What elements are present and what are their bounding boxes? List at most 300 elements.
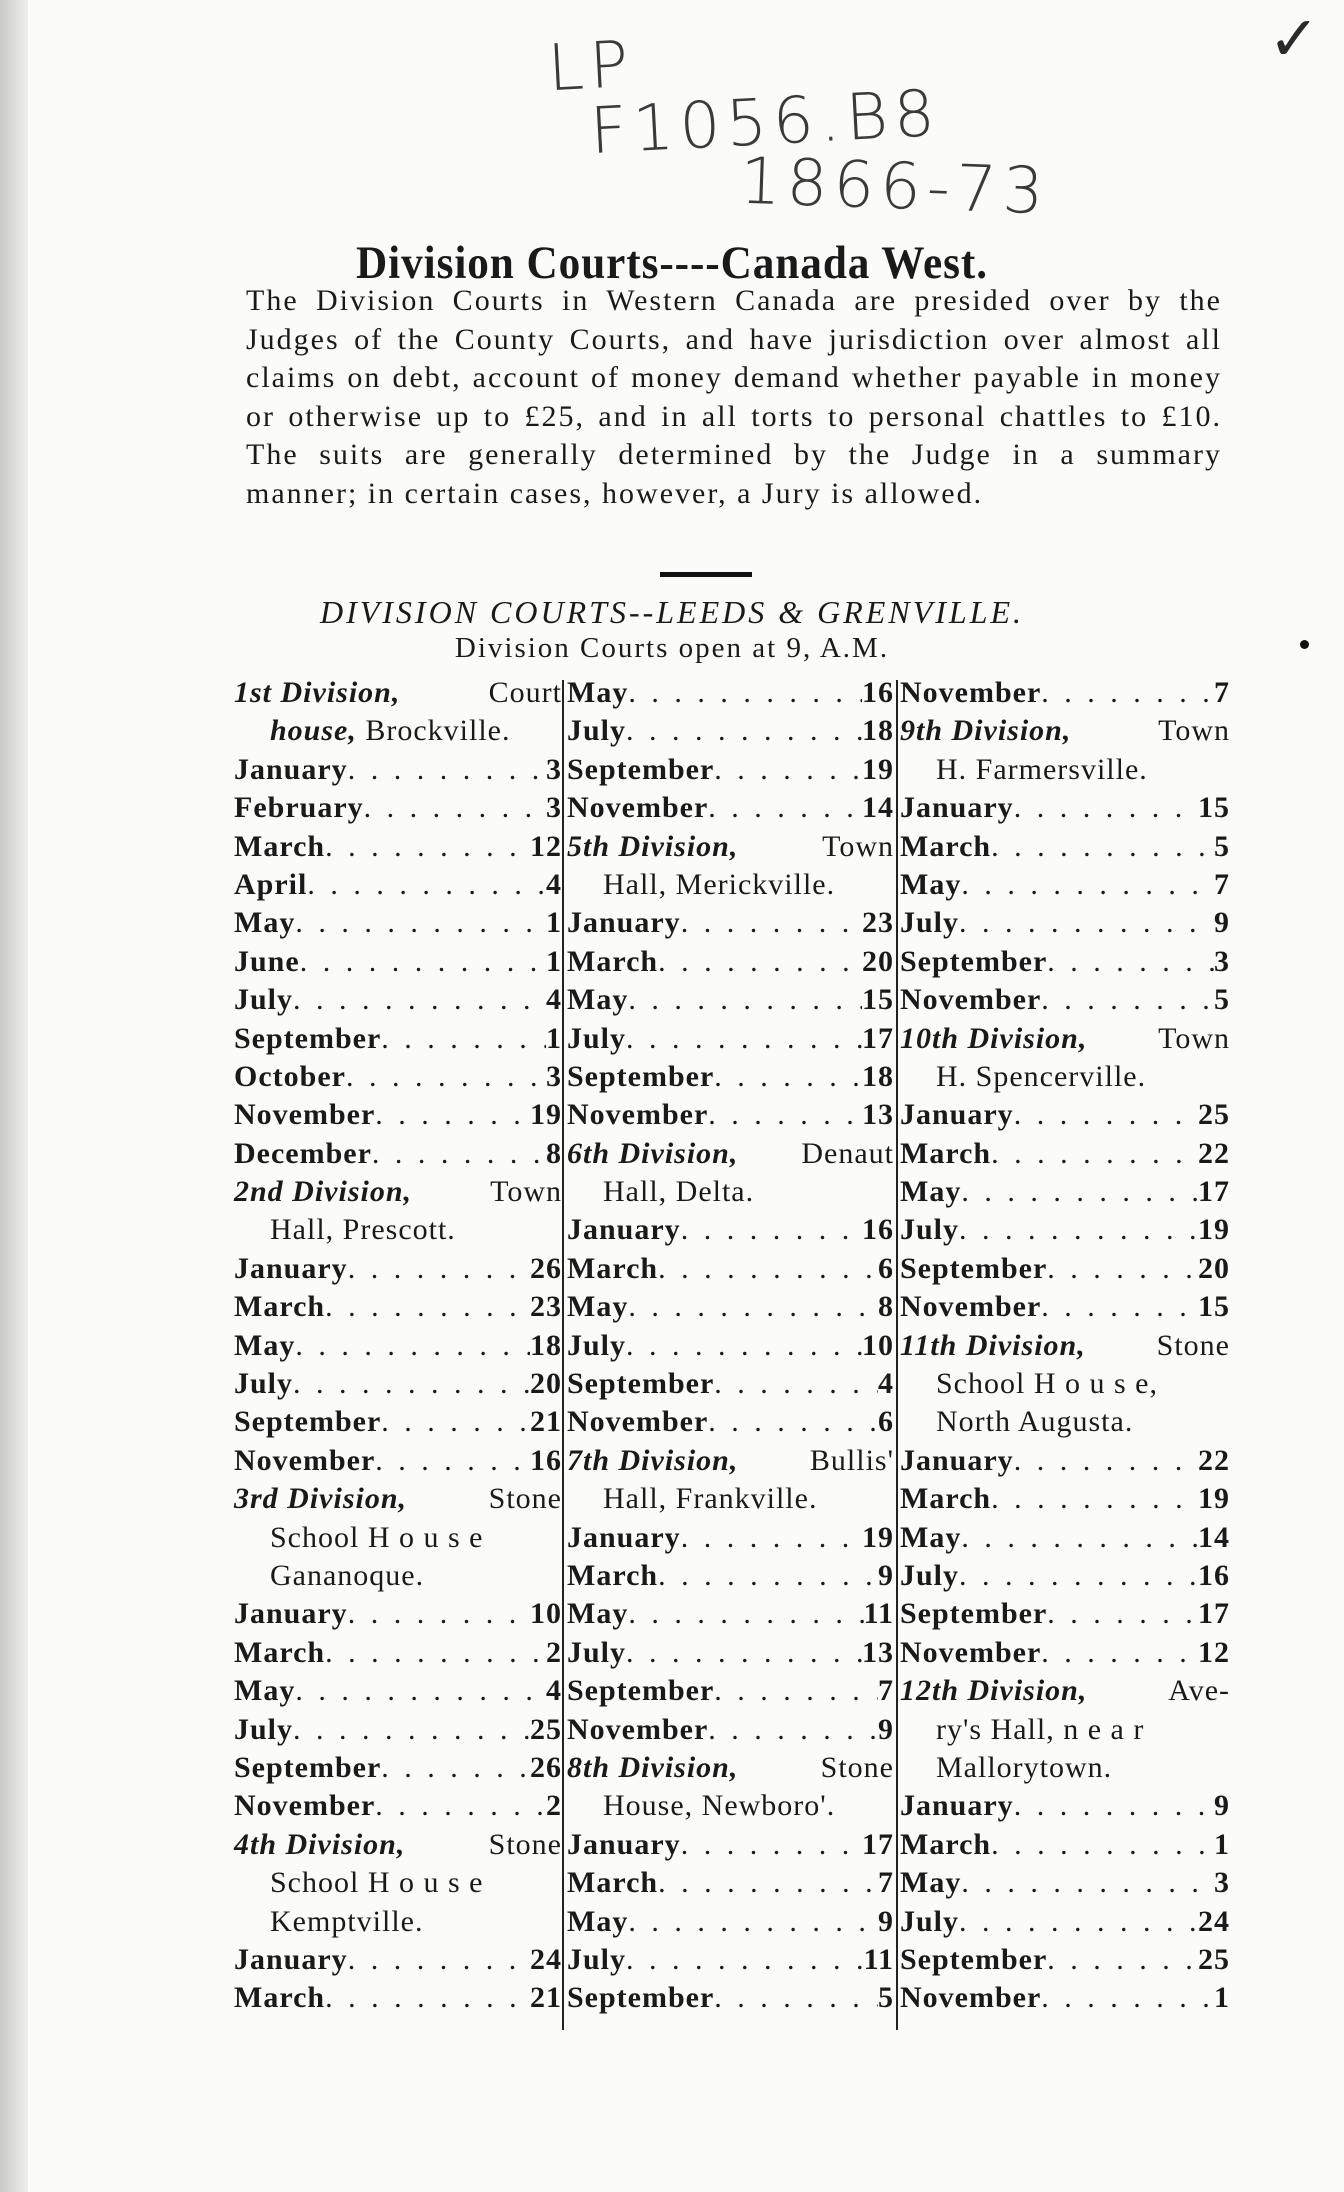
day-value: 14 xyxy=(862,791,894,825)
leader-dots xyxy=(628,1288,878,1326)
month-label: September xyxy=(900,1251,1048,1285)
month-label: November xyxy=(567,1712,709,1746)
month-label: January xyxy=(900,791,1014,825)
month-label: November xyxy=(567,791,709,825)
leader-dots xyxy=(1041,981,1214,1019)
division-number: 3rd Division, xyxy=(234,1482,408,1516)
month-label: March xyxy=(234,1635,326,1669)
leader-dots xyxy=(714,1979,878,2017)
day-value: 23 xyxy=(530,1290,562,1324)
leader-dots xyxy=(628,674,862,712)
leader-dots xyxy=(959,904,1214,942)
sitting-row xyxy=(234,1135,562,1173)
day-value: 9 xyxy=(1214,906,1230,940)
day-value: 10 xyxy=(862,1328,894,1362)
venue-text: Gananoque. xyxy=(270,1558,425,1592)
sitting-row xyxy=(567,1327,894,1365)
sitting-row xyxy=(234,1058,562,1096)
month-label: March xyxy=(900,1136,992,1170)
leader-dots xyxy=(1041,1288,1198,1326)
day-value: 3 xyxy=(1214,1866,1230,1900)
division-venue: Stone xyxy=(488,1482,562,1516)
day-value: 20 xyxy=(530,1367,562,1401)
month-label: January xyxy=(567,1827,681,1861)
leader-dots xyxy=(1041,1634,1198,1672)
day-value: 25 xyxy=(1198,1098,1230,1132)
sitting-row xyxy=(900,1634,1230,1672)
division-venue-continued xyxy=(234,1557,562,1595)
division-heading xyxy=(234,1480,562,1518)
day-value: 17 xyxy=(1198,1175,1230,1209)
month-label: May xyxy=(567,1904,629,1938)
month-label: July xyxy=(900,906,960,940)
day-value: 7 xyxy=(1214,676,1230,709)
leader-dots xyxy=(293,981,546,1019)
division-venue-continued xyxy=(900,1749,1230,1787)
month-label: March xyxy=(900,1827,992,1861)
sitting-row xyxy=(567,1020,894,1058)
leader-dots xyxy=(307,866,546,904)
sitting-row xyxy=(567,1672,894,1710)
sitting-row xyxy=(567,1979,894,2017)
day-value: 18 xyxy=(530,1328,562,1362)
handwritten-call-number-line1: LP xyxy=(546,27,637,107)
divider-rule xyxy=(660,572,752,577)
leader-dots xyxy=(348,1941,530,1979)
leader-dots xyxy=(295,904,546,942)
division-venue: Town xyxy=(1158,714,1230,748)
leader-dots xyxy=(626,1634,862,1672)
month-label: September xyxy=(900,1942,1048,1976)
month-label: May xyxy=(234,906,296,940)
sitting-row xyxy=(900,1941,1230,1979)
sitting-row xyxy=(900,828,1230,866)
sitting-row xyxy=(900,1864,1230,1902)
day-value: 9 xyxy=(1214,1789,1230,1823)
month-label: March xyxy=(900,1482,992,1516)
day-value: 13 xyxy=(862,1635,894,1669)
day-value: 16 xyxy=(862,676,894,709)
day-value: 3 xyxy=(546,752,562,786)
leader-dots xyxy=(714,1672,878,1710)
leader-dots xyxy=(658,1864,878,1902)
handwritten-date-range: 1866-73 xyxy=(738,144,1051,230)
sitting-row xyxy=(900,1250,1230,1288)
month-label: November xyxy=(900,1635,1042,1669)
venue-text: Hall, Merickville. xyxy=(603,867,836,901)
division-number: 12th Division, xyxy=(900,1674,1088,1708)
day-value: 4 xyxy=(546,867,562,901)
division-venue-continued xyxy=(900,1711,1230,1749)
day-value: 24 xyxy=(1198,1904,1230,1938)
column-divider xyxy=(896,680,898,2030)
division-venue: Stone xyxy=(488,1827,562,1861)
division-venue-continued xyxy=(900,1058,1230,1096)
leader-dots xyxy=(708,789,862,827)
day-value: 19 xyxy=(862,752,894,786)
division-heading xyxy=(567,1442,894,1480)
day-value: 15 xyxy=(1198,1290,1230,1324)
month-label: January xyxy=(567,1520,681,1554)
month-label: November xyxy=(234,1789,376,1823)
leader-dots xyxy=(681,904,862,942)
venue-text: H. Spencerville. xyxy=(936,1059,1147,1093)
sitting-row xyxy=(234,1096,562,1134)
day-value: 17 xyxy=(862,1827,894,1861)
division-venue: Town xyxy=(490,1175,562,1209)
sitting-row xyxy=(900,1442,1230,1480)
division-number: 7th Division, xyxy=(567,1443,739,1477)
sitting-row xyxy=(567,1403,894,1441)
day-value: 6 xyxy=(878,1405,894,1439)
day-value: 12 xyxy=(530,829,562,863)
leader-dots xyxy=(295,1327,530,1365)
division-venue-continued xyxy=(234,1903,562,1941)
month-label: November xyxy=(900,983,1042,1017)
day-value: 26 xyxy=(530,1251,562,1285)
venue-text: Hall, Frankville. xyxy=(603,1482,818,1516)
day-value: 9 xyxy=(878,1558,894,1592)
month-label: January xyxy=(234,1597,348,1631)
month-label: March xyxy=(234,1981,326,2015)
division-venue-continued xyxy=(567,1787,894,1825)
month-label: January xyxy=(900,1789,1014,1823)
day-value: 6 xyxy=(878,1251,894,1285)
division-heading xyxy=(900,1327,1230,1365)
day-value: 21 xyxy=(530,1405,562,1439)
month-label: May xyxy=(234,1328,296,1362)
sitting-row xyxy=(900,1173,1230,1211)
sitting-row xyxy=(234,1634,562,1672)
division-venue-continued xyxy=(234,1519,562,1557)
sitting-row xyxy=(567,1365,894,1403)
month-label: September xyxy=(567,1367,715,1401)
division-heading xyxy=(567,1749,894,1787)
day-value: 2 xyxy=(546,1635,562,1669)
section-title: DIVISION COURTS--LEEDS & GRENVILLE. xyxy=(319,594,1025,630)
month-label: July xyxy=(234,983,294,1017)
venue-text: School H o u s e xyxy=(270,1866,484,1900)
sitting-row xyxy=(900,866,1230,904)
division-venue: Court xyxy=(488,676,562,709)
sitting-row xyxy=(234,1749,562,1787)
division-heading xyxy=(567,828,894,866)
leader-dots xyxy=(708,1711,878,1749)
sitting-row xyxy=(900,1096,1230,1134)
sitting-row xyxy=(567,1250,894,1288)
month-label: December xyxy=(234,1136,372,1170)
sitting-row xyxy=(900,1135,1230,1173)
day-value: 13 xyxy=(862,1098,894,1132)
sitting-row xyxy=(234,1979,562,2017)
month-label: May xyxy=(567,676,629,709)
sitting-row xyxy=(234,1020,562,1058)
day-value: 5 xyxy=(878,1981,894,2015)
leader-dots xyxy=(628,1903,878,1941)
sitting-row xyxy=(234,904,562,942)
leader-dots xyxy=(1041,1979,1214,2017)
venue-text: ry's Hall, n e a r xyxy=(936,1712,1145,1746)
division-number: 11th Division, xyxy=(900,1328,1086,1362)
sitting-row xyxy=(900,789,1230,827)
month-label: January xyxy=(900,1098,1014,1132)
month-label: July xyxy=(900,1213,960,1247)
month-label: July xyxy=(567,1021,627,1055)
division-heading xyxy=(900,712,1230,750)
leader-dots xyxy=(1014,1787,1214,1825)
division-number: 1st Division, xyxy=(234,676,401,709)
day-value: 26 xyxy=(530,1750,562,1784)
leader-dots xyxy=(991,1826,1214,1864)
sitting-row xyxy=(567,1288,894,1326)
day-value: 4 xyxy=(878,1367,894,1401)
leader-dots xyxy=(961,1864,1214,1902)
day-value: 18 xyxy=(862,1059,894,1093)
sitting-row xyxy=(900,1595,1230,1633)
month-label: November xyxy=(567,1405,709,1439)
day-value: 1 xyxy=(546,944,562,978)
day-value: 7 xyxy=(878,1674,894,1708)
leader-dots xyxy=(681,1211,862,1249)
sitting-row xyxy=(900,981,1230,1019)
leader-dots xyxy=(658,943,862,981)
page-title: Division Courts----Canada West. xyxy=(356,237,988,289)
day-value: 16 xyxy=(530,1443,562,1477)
month-label: September xyxy=(234,1750,382,1784)
day-value: 3 xyxy=(546,791,562,825)
day-value: 7 xyxy=(878,1866,894,1900)
leader-dots xyxy=(681,1826,862,1864)
leader-dots xyxy=(300,943,546,981)
sitting-row xyxy=(567,1634,894,1672)
day-value: 8 xyxy=(878,1290,894,1324)
venue-text: Hall, Prescott. xyxy=(270,1213,456,1247)
month-label: September xyxy=(567,1059,715,1093)
sitting-row xyxy=(567,751,894,789)
venue-italic: house, xyxy=(270,714,357,748)
leader-dots xyxy=(961,1173,1198,1211)
month-label: November xyxy=(234,1098,376,1132)
division-heading xyxy=(234,674,562,712)
day-value: 18 xyxy=(862,714,894,748)
sitting-row xyxy=(234,1288,562,1326)
leader-dots xyxy=(959,1557,1198,1595)
month-label: January xyxy=(234,1251,348,1285)
division-venue-continued xyxy=(900,1403,1230,1441)
leader-dots xyxy=(1041,674,1214,712)
leader-dots xyxy=(1047,1250,1198,1288)
leader-dots xyxy=(372,1135,546,1173)
leader-dots xyxy=(325,1288,530,1326)
leader-dots xyxy=(375,1096,530,1134)
month-label: January xyxy=(567,906,681,940)
sitting-row xyxy=(567,1519,894,1557)
sitting-row xyxy=(567,904,894,942)
month-label: July xyxy=(900,1558,960,1592)
sitting-row xyxy=(234,1365,562,1403)
sitting-row xyxy=(234,981,562,1019)
month-label: July xyxy=(567,1942,627,1976)
sitting-row xyxy=(234,751,562,789)
page-binding-edge xyxy=(0,0,28,2192)
month-label: January xyxy=(234,752,348,786)
day-value: 3 xyxy=(546,1059,562,1093)
sitting-row xyxy=(567,1826,894,1864)
leader-dots xyxy=(626,712,862,750)
day-value: 5 xyxy=(1214,829,1230,863)
division-venue: Town xyxy=(1158,1021,1230,1055)
sitting-row xyxy=(234,943,562,981)
sitting-row xyxy=(234,1711,562,1749)
sitting-row xyxy=(567,1711,894,1749)
venue-text: North Augusta. xyxy=(936,1405,1134,1439)
month-label: April xyxy=(234,867,308,901)
leader-dots xyxy=(325,1979,530,2017)
leader-dots xyxy=(375,1442,530,1480)
leader-dots xyxy=(348,1250,530,1288)
day-value: 1 xyxy=(546,906,562,940)
sitting-row xyxy=(900,904,1230,942)
division-venue: Stone xyxy=(820,1750,894,1784)
venue-text: Mallorytown. xyxy=(936,1750,1113,1784)
leader-dots xyxy=(325,1634,546,1672)
sitting-row xyxy=(234,789,562,827)
month-label: March xyxy=(567,944,659,978)
leader-dots xyxy=(714,1365,878,1403)
division-venue-continued xyxy=(567,1480,894,1518)
month-label: March xyxy=(900,829,992,863)
day-value: 20 xyxy=(1198,1251,1230,1285)
division-venue-continued xyxy=(567,1173,894,1211)
day-value: 11 xyxy=(863,1597,894,1631)
sitting-row xyxy=(900,1979,1230,2017)
day-value: 17 xyxy=(1198,1597,1230,1631)
sitting-row xyxy=(900,1480,1230,1518)
month-label: September xyxy=(567,1674,715,1708)
leader-dots xyxy=(714,1058,862,1096)
day-value: 22 xyxy=(1198,1136,1230,1170)
division-venue: Stone xyxy=(1156,1328,1230,1362)
day-value: 1 xyxy=(1214,1981,1230,2015)
sitting-row xyxy=(234,1403,562,1441)
leader-dots xyxy=(375,1787,546,1825)
division-venue-continued xyxy=(900,751,1230,789)
leader-dots xyxy=(626,1327,862,1365)
leader-dots xyxy=(293,1365,530,1403)
month-label: November xyxy=(900,676,1042,709)
sitting-row xyxy=(567,712,894,750)
sitting-row xyxy=(567,1903,894,1941)
day-value: 25 xyxy=(530,1712,562,1746)
month-label: May xyxy=(900,867,962,901)
division-number: 10th Division, xyxy=(900,1021,1088,1055)
month-label: May xyxy=(567,983,629,1017)
sitting-row xyxy=(567,981,894,1019)
day-value: 1 xyxy=(546,1021,562,1055)
month-label: June xyxy=(234,944,300,978)
month-label: July xyxy=(567,714,627,748)
day-value: 9 xyxy=(878,1712,894,1746)
day-value: 15 xyxy=(862,983,894,1017)
leader-dots xyxy=(348,751,546,789)
month-label: May xyxy=(234,1674,296,1708)
leader-dots xyxy=(325,828,530,866)
day-value: 25 xyxy=(1198,1942,1230,1976)
day-value: 19 xyxy=(530,1098,562,1132)
month-label: October xyxy=(234,1059,346,1093)
month-label: July xyxy=(234,1712,294,1746)
column-divider xyxy=(562,680,564,2030)
day-value: 1 xyxy=(1214,1827,1230,1861)
venue-text: Kemptville. xyxy=(270,1904,424,1938)
day-value: 20 xyxy=(862,944,894,978)
leader-dots xyxy=(1047,1941,1198,1979)
leader-dots xyxy=(381,1749,530,1787)
leader-dots xyxy=(708,1403,878,1441)
schedule-column-1 xyxy=(234,674,562,2018)
month-label: July xyxy=(567,1635,627,1669)
sitting-row xyxy=(567,943,894,981)
sitting-row xyxy=(900,943,1230,981)
day-value: 17 xyxy=(862,1021,894,1055)
month-label: November xyxy=(567,1098,709,1132)
month-label: May xyxy=(900,1175,962,1209)
sitting-row xyxy=(900,1288,1230,1326)
sitting-row xyxy=(567,1557,894,1595)
day-value: 16 xyxy=(862,1213,894,1247)
leader-dots xyxy=(714,751,862,789)
day-value: 5 xyxy=(1214,983,1230,1017)
month-label: May xyxy=(900,1520,962,1554)
handwritten-call-number-line2: F1056.B8 xyxy=(588,76,943,170)
day-value: 15 xyxy=(1198,791,1230,825)
month-label: January xyxy=(234,1942,348,1976)
leader-dots xyxy=(628,1595,863,1633)
leader-dots xyxy=(708,1096,862,1134)
leader-dots xyxy=(626,1941,864,1979)
check-mark-icon: ✓ xyxy=(1268,2,1320,75)
day-value: 21 xyxy=(530,1981,562,2015)
leader-dots xyxy=(658,1250,878,1288)
month-label: September xyxy=(567,752,715,786)
sitting-row xyxy=(234,1595,562,1633)
leader-dots xyxy=(961,1519,1198,1557)
division-heading xyxy=(234,1826,562,1864)
leader-dots xyxy=(658,1557,878,1595)
month-label: September xyxy=(234,1405,382,1439)
division-heading xyxy=(900,1020,1230,1058)
sitting-row xyxy=(234,828,562,866)
sitting-row xyxy=(567,1211,894,1249)
division-number: 2nd Division, xyxy=(234,1175,413,1209)
sitting-row xyxy=(900,1787,1230,1825)
leader-dots xyxy=(1014,1096,1198,1134)
division-heading xyxy=(567,1135,894,1173)
day-value: 19 xyxy=(1198,1213,1230,1247)
sitting-row xyxy=(234,1672,562,1710)
sitting-row xyxy=(900,1519,1230,1557)
division-venue-continued xyxy=(234,1864,562,1902)
leader-dots xyxy=(961,866,1214,904)
month-label: March xyxy=(234,829,326,863)
sitting-row xyxy=(567,674,894,712)
month-label: March xyxy=(567,1251,659,1285)
venue-text: Brockville. xyxy=(356,714,511,748)
leader-dots xyxy=(626,1020,862,1058)
schedule-column-3 xyxy=(900,674,1230,2018)
division-venue-continued xyxy=(234,712,562,750)
intro-paragraph: The Division Courts in Western Canada are presided over by the Judges of the County Courts, and have jurisdiction over almost all claims on debt, account of money demand whether payable in money or otherwise up to £25, and in all torts to personal chattles to £10. The suits are generally determined by the Judge in a summary manner; in certain cases, however, a Jury is allowed. xyxy=(246,284,1222,510)
